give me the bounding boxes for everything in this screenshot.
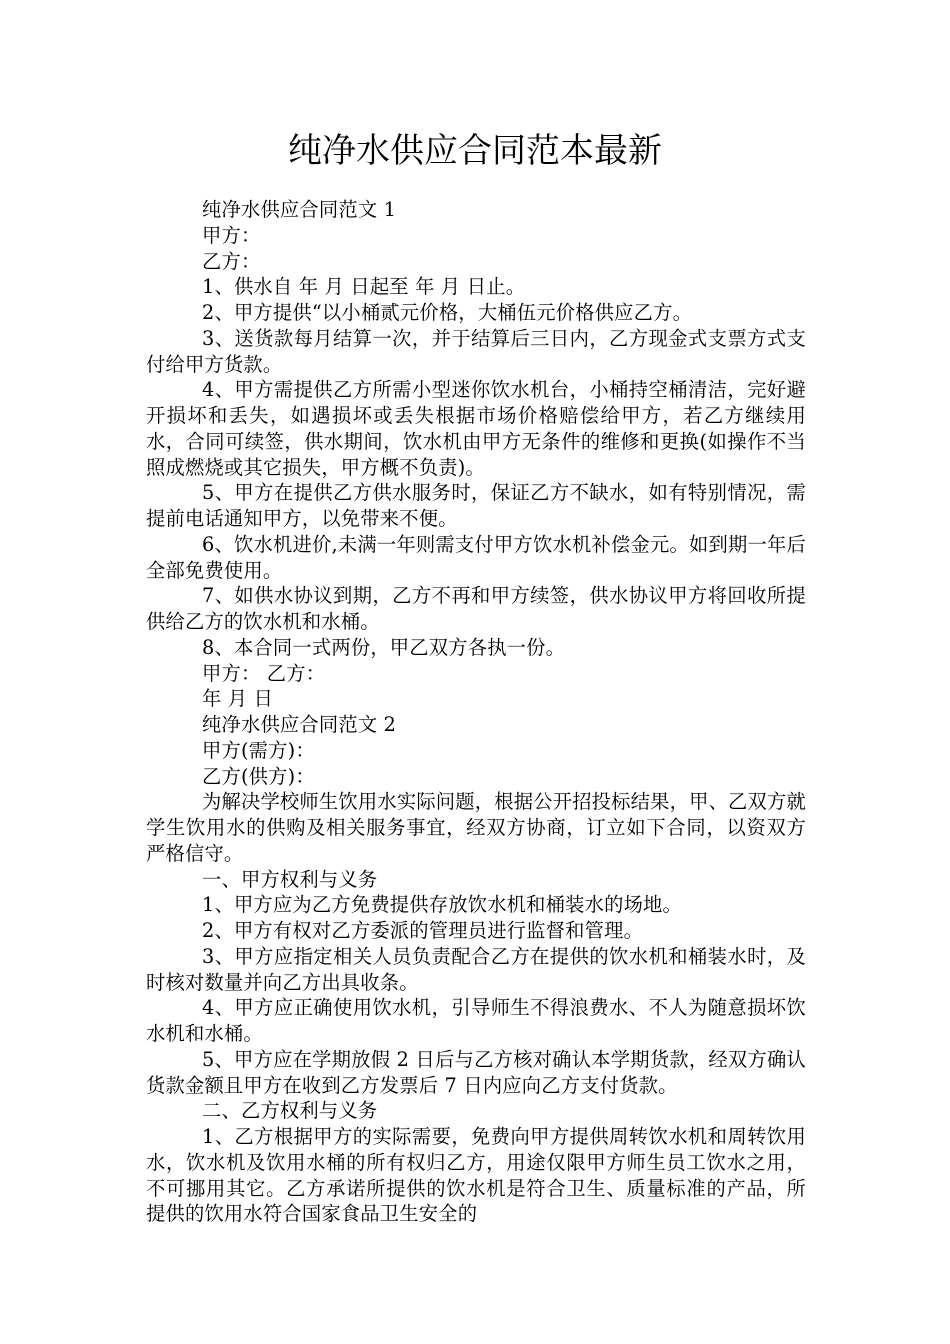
paragraph: 甲方(需方)： xyxy=(202,738,315,762)
paragraph: 纯净水供应合同范文 2 xyxy=(202,713,397,736)
paragraph: 为解决学校师生饮用水实际问题，根据公开招投标结果，甲、乙双方就学生饮用水的供购及相关服务事宜，经双方协商，订立如下合同，以资双方严格信守。 xyxy=(146,790,806,865)
paragraph: 4、甲方应正确使用饮水机，引导师生不得浪费水、不人为随意损坏饮水机和水桶。 xyxy=(146,996,806,1045)
document-title: 纯净水供应合同范本最新 xyxy=(288,131,662,171)
paragraph: 一、甲方权利与义务 xyxy=(202,867,378,891)
paragraph: 1、乙方根据甲方的实际需要，免费向甲方提供周转饮水机和周转饮用水，饮水机及饮用水桶的所有权归乙方，用途仅限甲方师生员工饮水之用，不可挪用其它。乙方承诺所提供的饮水机是符合卫生、质量标准的产品，所提供的饮用水符合国家食品卫生安全的 xyxy=(146,1125,806,1226)
paragraph: 甲方： 乙方： xyxy=(202,661,326,685)
paragraph: 6、饮水机进价,未满一年则需支付甲方饮水机补偿金元。如到期一年后全部免费使用。 xyxy=(146,532,806,582)
paragraph: 二、乙方权利与义务 xyxy=(202,1099,378,1123)
paragraph: 5、甲方在提供乙方供水服务时，保证乙方不缺水，如有特别情况，需提前电话通知甲方，以免带来不便。 xyxy=(146,481,806,530)
paragraph: 甲方： xyxy=(202,223,261,247)
paragraph: 3、甲方应指定相关人员负责配合乙方在提供的饮水机和桶装水时，及时核对数量并向乙方出具收条。 xyxy=(146,944,806,994)
paragraph: 乙方(供方)： xyxy=(202,764,315,788)
paragraph: 2、甲方提供“以小桶贰元价格，大桶伍元价格供应乙方。 xyxy=(202,301,693,324)
paragraph: 2、甲方有权对乙方委派的管理员进行监督和管理。 xyxy=(202,919,644,942)
document-body xyxy=(146,197,806,1227)
paragraph: 年 月 日 xyxy=(202,687,274,711)
paragraph: 1、甲方应为乙方免费提供存放饮水机和桶装水的场地。 xyxy=(202,893,683,917)
paragraph: 纯净水供应合同范文 1 xyxy=(202,198,397,221)
paragraph: 4、甲方需提供乙方所需小型迷你饮水机台，小桶持空桶清洁，完好避开损坏和丢失，如遇损坏或丢失根据市场价格赔偿给甲方，若乙方继续用水，合同可续签，供水期间，饮水机由甲方无条件的维修和更换(如操作不当照成燃烧或其它损失，甲方概不负责)。 xyxy=(146,378,806,479)
paragraph: 乙方： xyxy=(202,249,261,273)
paragraph: 5、甲方应在学期放假 2 日后与乙方核对确认本学期货款，经双方确认货款金额且甲方在收到乙方发票后 7 日内应向乙方支付货款。 xyxy=(146,1047,806,1097)
paragraph: 8、本合同一式两份，甲乙双方各执一份。 xyxy=(202,635,566,659)
paragraph: 7、如供水协议到期，乙方不再和甲方续签，供水协议甲方将回收所提供给乙方的饮水机和水桶。 xyxy=(146,584,806,633)
paragraph: 3、送货款每月结算一次，并于结算后三日内，乙方现金式支票方式支付给甲方货款。 xyxy=(146,326,806,376)
paragraph: 1、供水自 年 月 日起至 年 月 日止。 xyxy=(202,275,526,299)
